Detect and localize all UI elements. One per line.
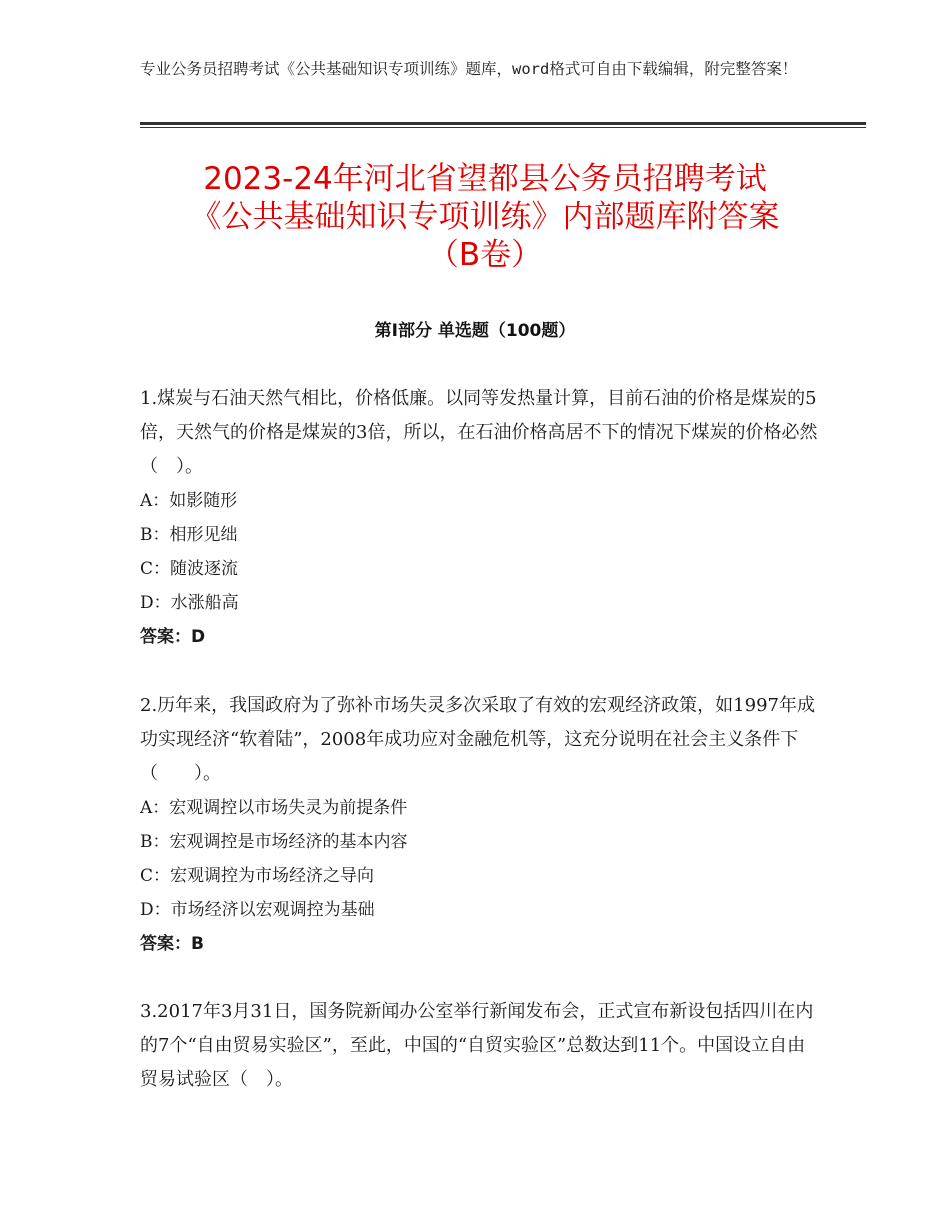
- title-line-2: 《公共基础知识专项训练》内部题库附答案: [190, 199, 780, 235]
- option-d: D：市场经济以宏观调控为基础: [140, 900, 375, 920]
- option-a: A：宏观调控以市场失灵为前提条件: [140, 798, 408, 818]
- option-c: C：宏观调控为市场经济之导向: [140, 866, 375, 886]
- option-b: B：相形见绌: [140, 525, 238, 545]
- answer: 答案：B: [140, 934, 204, 954]
- option-d: D：水涨船高: [140, 593, 239, 613]
- option-c: C：随波逐流: [140, 559, 239, 579]
- question-2: [140, 689, 820, 961]
- header-rule-thick: [140, 122, 866, 125]
- question-stem: 3.2017年3月31日，国务院新闻办公室举行新闻发布会，正式宣布新设包括四川在内的7个“自由贸易实验区”，至此，中国的“自贸实验区”总数达到11个。中国设立自由贸易试验区（ ）。: [140, 1001, 814, 1090]
- question-1: [140, 382, 820, 654]
- question-stem: 2.历年来，我国政府为了弥补市场失灵多次采取了有效的宏观经济政策，如1997年成功实现经济“软着陆”，2008年成功应对金融危机等，这充分说明在社会主义条件下（ ）。: [140, 695, 815, 784]
- header-rule-thin: [140, 127, 866, 128]
- title-line-3: （B卷）: [427, 237, 543, 273]
- title-line-1: 2023-24年河北省望都县公务员招聘考试: [203, 161, 767, 197]
- question-stem: 1.煤炭与石油天然气相比，价格低廉。以同等发热量计算，目前石油的价格是煤炭的5倍，天然气的价格是煤炭的3倍，所以，在石油价格高居不下的情况下煤炭的价格必然（ ）。: [140, 388, 818, 477]
- option-a: A：如影随形: [140, 491, 238, 511]
- document-title: [120, 160, 850, 274]
- question-3: [140, 995, 820, 1097]
- section-title: 第Ⅰ部分 单选题（100题）: [374, 321, 576, 341]
- answer: 答案：D: [140, 627, 206, 647]
- header-note: 专业公务员招聘考试《公共基础知识专项训练》题库，word格式可自由下载编辑，附完整答案！: [140, 60, 798, 78]
- option-b: B：宏观调控是市场经济的基本内容: [140, 832, 408, 852]
